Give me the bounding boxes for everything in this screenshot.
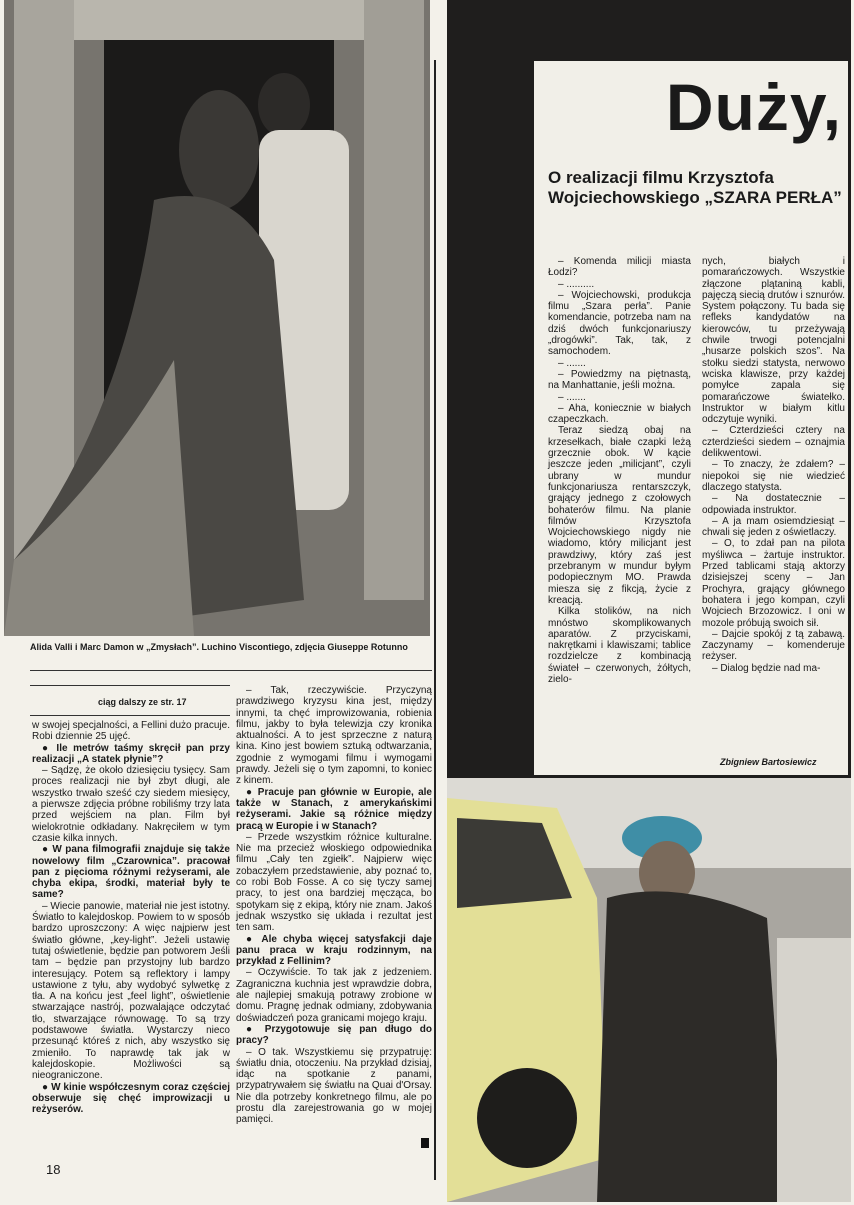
film-still-photo — [4, 0, 430, 636]
article-column-2 — [702, 256, 845, 674]
car-scene-photo — [447, 778, 851, 1202]
question: ● Przygotowuje się pan długo do pracy? — [236, 1023, 432, 1047]
paragraph: – .......... — [558, 278, 595, 290]
paragraph: – To znaczy, że zdałem? – niepokoi się nie wiedzieć dlaczego statysta. — [702, 459, 845, 493]
paragraph: – O tak. Wszystkiemu się przypatruję: światłu dnia, otoczeniu. Na przykład dzisiaj, idąc na spotkanie z panami, przypatrywałem się światłu na Quai d'Orsay. Nie dla potrzeby konkretnego filmu, ale po prostu dla zarejestrowania go w mojej pamięci. — [236, 1046, 432, 1126]
paragraph: – Czterdzieści cztery na czterdzieści siedem – oznajmia delikwentowi. — [702, 425, 845, 460]
paragraph: – O, to zdał pan na pilota myśliwca – żartuje instruktor. Przed tablicami stają aktorzy dzisiejszej sceny – Jan Prochyra, grający głównego bohatera i jego kompan, czyli Wojciech Brzozowicz. I oni w mozole próbują swoich sił. — [702, 538, 845, 629]
paragraph: w swojej specjalności, a Fellini dużo pracuje. Robi dziennie 25 ujęć. — [32, 720, 230, 743]
paragraph: – ....... — [558, 391, 586, 403]
paragraph: Kilka stolików, na nich mnóstwo skomplikowanych aparatów. Z przyciskami, nakrętkami i klawiszami; tablice rozdzielcze z kombinacją świateł – czerwonych, żółtych, zielo- — [548, 606, 691, 685]
film-still-illustration — [4, 0, 430, 636]
paragraph: Teraz siedzą obaj na krzesełkach, białe czapki leżą grzecznie obok. W kącie jeszcze jeden „milicjant”, czyli ubrany w mundur funkcjonariusza rentarszczyk, grający jednego z czołowych bohaterów filmu. Na planie filmów Krzysztofa Wojciechowskiego nigdy nie wiadomo, który milicjant jest prawdziwy, który zaś jest przebranym w mundur byłym podopiecznym MO. Prawda miesza się z fikcją, życie z kreacją. — [548, 425, 691, 606]
question: ● Pracuje pan głównie w Europie, ale także w Stanach, z amerykańskimi reżyserami. Jakie są różnice między pracą w Europie i w Stanach? — [236, 786, 432, 832]
end-mark — [421, 1138, 429, 1148]
article-column-1 — [548, 256, 691, 685]
paragraph: – Dialog będzie nad ma- — [712, 662, 821, 674]
question: ● W pana filmografii znajduje się także nowelowy film „Czarownica”. pracował pan z pięcioma różnymi reżyserami, ale chyba ekipa, środki, materiał były te same? — [32, 844, 230, 901]
article-title: Duży, — [665, 70, 842, 144]
article-author: Zbigniew Bartosiewicz — [720, 757, 817, 767]
paragraph: – Dajcie spokój z tą zabawą. Zaczynamy – komenderuje reżyser. — [702, 628, 845, 663]
question: ● Ile metrów taśmy skręcił pan przy realizacji „A statek płynie”? — [32, 742, 230, 765]
paragraph: – Aha, koniecznie w białych czapeczkach. — [548, 402, 691, 426]
paragraph: nych, białych i pomarańczowych. Wszystkie złączone plątaniną kabli, pajęczą siecią drutów i sznurów. System połączony. Tu bada się refleks kandydatów na kierowców, tu przeżywają chwile trwogi potencjalni „husarze polskich szos”. Na stołku siedzi statysta, nerwowo wciska klawisze, przy każdej pomyłce zapala się pomarańczowe światełko. Instruktor w białym kitlu odczytuje wyniki. — [702, 256, 845, 426]
paragraph: – Sądzę, że około dziesięciu tysięcy. Sam proces realizacji nie był zbyt długi, ale wszystko trwało sześć czy siedem miesięcy, a pierwsze zdjęcia próbne robiliśmy trzy lata przed wejściem na plan. Film był wielokrotnie odkładany. Nakręciłem w tym czasie kilka innych. — [32, 765, 230, 844]
paragraph: – Powiedzmy na piętnastą, na Manhattanie, jeśli można. — [548, 368, 691, 392]
continued-note: ciąg dalszy ze str. 17 — [98, 697, 187, 707]
paragraph: – ....... — [558, 357, 586, 369]
paragraph: – Wiecie panowie, materiał nie jest istotny. Światło to kalejdoskop. Powiem to w sposób bardzo uproszczony: A więc najpierw jest światło główne, „key-light”. Jeżeli ustawię tutaj oświetlenie, będzie pan potworem Jeśli tam – będzie pan przystojny lub bardzo interesujący. Potem są reflektory i lampy ustawione z tyłu, aby wydobyć sylwetkę z tła. A na końcu jest „feel light”, oświetlenie stwarzające nastrój, pozwalające odczytać tło, stwarzające równowagę. To są trzy podstawowe światła. Wystarczy nieco przesunąć któreś z nich, aby wszystko się zmieniło. To naprawdę tak jak w kalejdoskopie. Możliwości są nieograniczone. — [32, 900, 230, 1082]
paragraph: – Wojciechowski, produkcja filmu „Szara perła”. Panie komendancie, potrzeba nam na dziś dwóch funkcjonariuszy „drogówki”. Tak, tak, z samochodem. — [548, 289, 691, 358]
paragraph: – Przede wszystkim różnice kulturalne. Nie ma przecież włoskiego odpowiednika filmu „Cały ten zgiełk”. Najpierw więc zobaczyłem przedstawienie, aby poznać to, co robi Bob Fosse. A co się tyczy samej pracy, to jest ona bardziej męcząca, bo spotykam się z ekipą, który nie znam. Jakoś jednak wszystko się układa i rezultat jest ten sam. — [236, 831, 432, 934]
caption-divider — [30, 670, 432, 671]
page-number: 18 — [46, 1162, 61, 1177]
article-subtitle: O realizacji filmu Krzysztofa Wojciechowskiego „SZARA PERŁA” — [548, 168, 842, 207]
question: ● Ale chyba więcej satysfakcji daje panu praca w kraju rodzinnym, na przykład z Fellinim? — [236, 933, 432, 968]
continued-top-rule — [30, 685, 230, 686]
continued-bottom-rule — [30, 715, 230, 716]
interview-column-2 — [236, 685, 432, 1126]
paragraph: – Komenda milicji miasta Łodzi? — [548, 256, 691, 279]
paragraph: – Oczywiście. To tak jak z jedzeniem. Zagraniczna kuchnia jest wprawdzie dobra, ale najlepiej smakują potrawy zrobione w domu. Pragnę jednak odmiany, zdobywania doświadczeń poza granicami mojego kraju. — [236, 967, 432, 1024]
interview-column-1 — [32, 720, 230, 1115]
paragraph: – A ja mam osiemdziesiąt – chwali się jeden z oświetlaczy. — [702, 515, 845, 539]
column-rule — [434, 60, 436, 1180]
car-scene-illustration — [447, 778, 851, 1202]
question: ● W kinie współczesnym coraz częściej obserwuje się chęć improwizacji u reżyserów. — [32, 1081, 230, 1116]
paragraph: – Tak, rzeczywiście. Przyczyną prawdziwego kryzysu kina jest, między innymi, ta chęć improwizowania, robienia filmu, jakby to była telewizja czy kronika aktualności. A to jest sprzeczne z naturą kina. Kino jest bowiem sztuką odtwarzania, zgodnie z wymogami filmu i wymogami prawdy. Jeżeli się o tym zapomni, to koniec z kinem. — [236, 685, 432, 787]
photo-caption: Alida Valli i Marc Damon w „Zmysłach”. Luchino Viscontiego, zdjęcia Giuseppe Rotunno — [30, 642, 408, 652]
paragraph: – Na dostatecznie – odpowiada instruktor. — [702, 493, 845, 516]
